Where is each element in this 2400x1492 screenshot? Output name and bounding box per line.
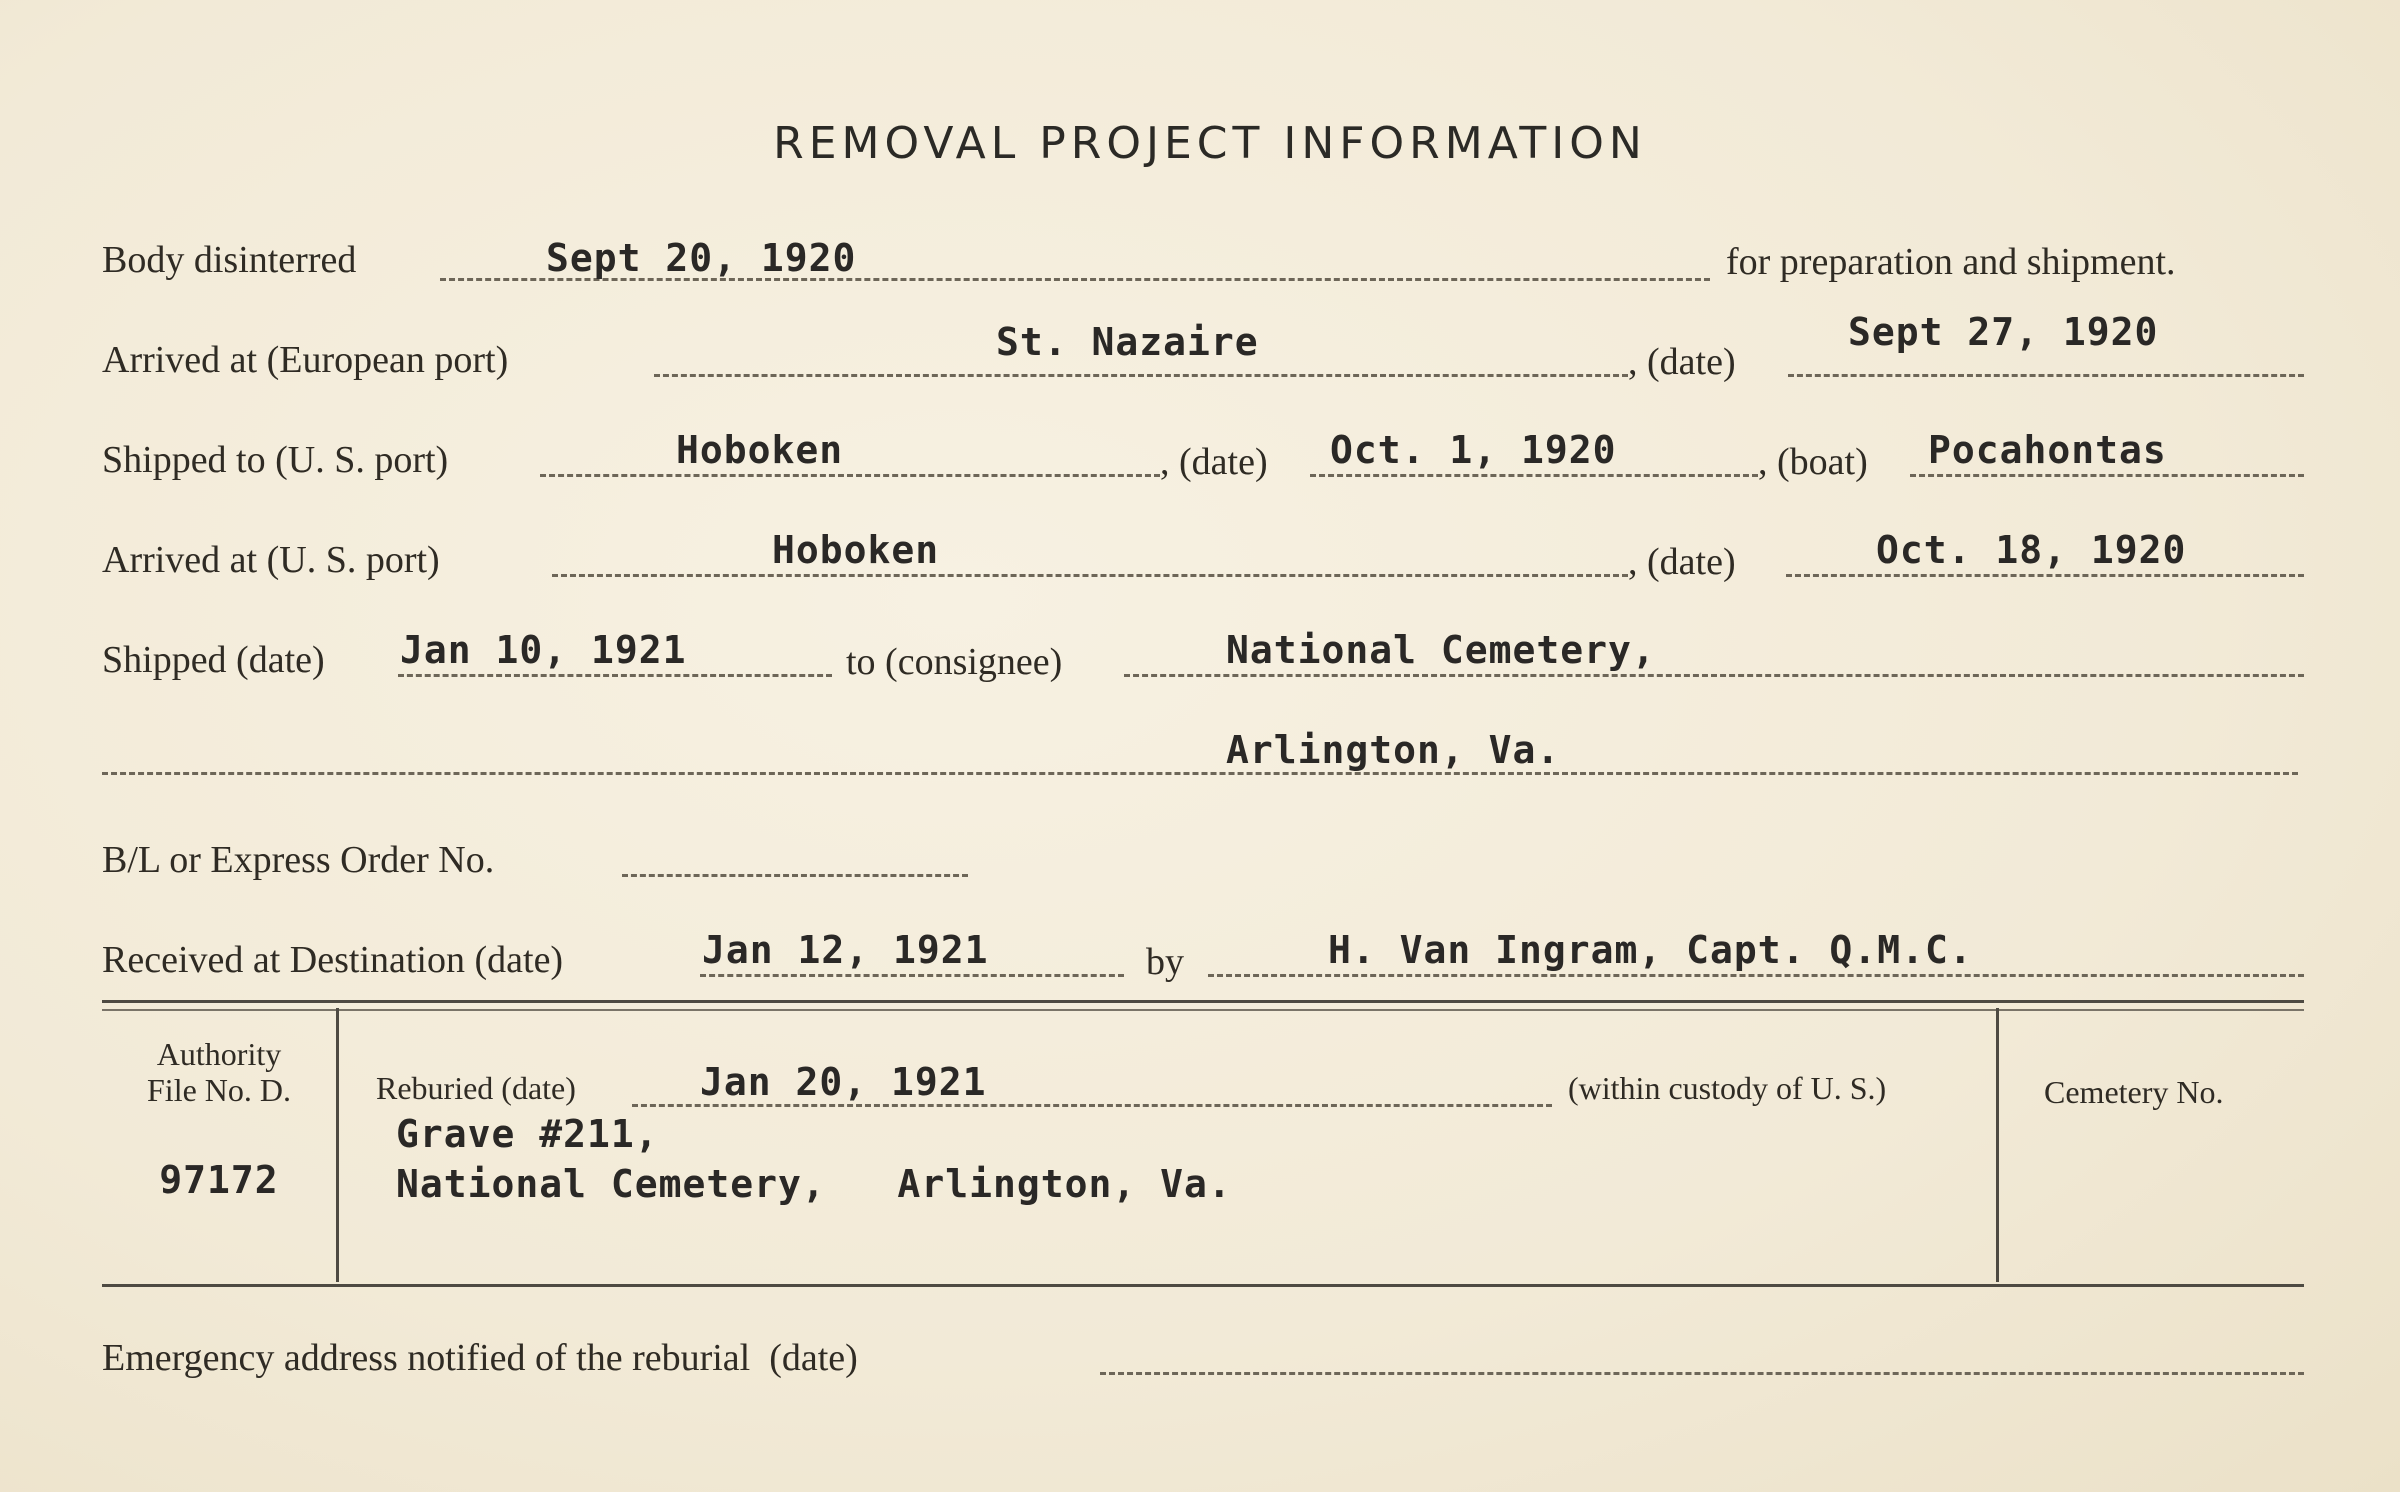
row-arrived-europe [102,310,2304,394]
box-bottom-rule [102,1284,2304,1287]
grave-line1: Grave #211, [396,1112,659,1156]
shipped-date: Jan 10, 1921 [400,628,687,672]
row-shipped [102,628,2304,694]
bl-label: B/L or Express Order No. [102,839,495,881]
arrived-us-label: Arrived at (U. S. port) [102,539,440,581]
custody-label: (within custody of U. S.) [1568,1070,1887,1106]
arrived-europe-date-line [1788,374,2304,377]
grave-line2: National Cemetery, Arlington, Va. [396,1162,1232,1206]
card-title: REMOVAL PROJECT INFORMATION [773,118,1647,169]
received-by-line [1208,974,2304,977]
arrived-europe-port: St. Nazaire [996,320,1259,364]
arrived-us-date-label: , (date) [1628,541,1736,583]
box-divider-left [336,1008,339,1282]
received-date-line [700,974,1124,977]
arrived-europe-label: Arrived at (European port) [102,339,509,381]
consignee-value-2: Arlington, Va. [1226,728,1561,772]
shipped-us-line [540,474,1160,477]
authority-file-no: 97172 [159,1158,279,1202]
received-by: H. Van Ingram, Capt. Q.M.C. [1328,928,1973,972]
shipped-us-boat-label: , (boat) [1758,441,1868,483]
row-arrived-us [102,528,2304,594]
emergency-line [1100,1372,2304,1375]
row-emergency [102,1336,2304,1392]
bl-line [622,874,968,877]
received-by-label: by [1146,941,1184,983]
shipped-us-date: Oct. 1, 1920 [1330,428,1617,472]
reburied-label: Reburied (date) [376,1070,576,1106]
received-label: Received at Destination (date) [102,939,564,981]
reburied-line [632,1104,1552,1107]
arrived-europe-line [654,374,1628,377]
arrived-us-date-line [1786,574,2304,577]
arrived-us-date: Oct. 18, 1920 [1876,528,2187,572]
shipped-us-port: Hoboken [676,428,844,472]
shipped-label: Shipped (date) [102,639,325,681]
consignee-value: National Cemetery, [1226,628,1656,672]
shipped-us-boat: Pocahontas [1928,428,2167,472]
arrived-europe-date: Sept 27, 1920 [1848,310,2159,354]
authority-label-line2: File No. D. [147,1072,291,1108]
cemetery-no-label: Cemetery No. [2044,1074,2224,1110]
consignee-line-2 [102,772,2298,775]
consignee-label: to (consignee) [846,641,1063,683]
emergency-label: Emergency address notified of the reburial (date) [102,1337,858,1379]
row-shipped-us [102,428,2304,494]
row-bl [102,838,2304,894]
shipped-us-date-label: , (date) [1160,441,1268,483]
arrived-europe-date-label: , (date) [1628,341,1736,383]
authority-label [102,1036,336,1108]
row-disinterred [102,238,2304,294]
row-received [102,928,2304,994]
received-date: Jan 12, 1921 [702,928,989,972]
arrived-us-port: Hoboken [772,528,940,572]
disinterred-label: Body disinterred [102,239,357,281]
shipped-us-boat-line [1910,474,2304,477]
arrived-us-line [552,574,1628,577]
reburied-date: Jan 20, 1921 [700,1060,987,1104]
disinterred-value: Sept 20, 1920 [546,236,857,280]
authority-label-line1: Authority [156,1036,282,1072]
consignee-line [1124,674,2304,677]
disinterred-suffix: for preparation and shipment. [1726,241,2176,283]
shipped-us-date-line [1310,474,1758,477]
shipped-date-line [398,674,832,677]
row-consignee-2 [102,728,2304,794]
shipped-us-label: Shipped to (U. S. port) [102,439,449,481]
box-divider-right [1996,1008,1999,1282]
box-top-rule [102,1000,2304,1011]
